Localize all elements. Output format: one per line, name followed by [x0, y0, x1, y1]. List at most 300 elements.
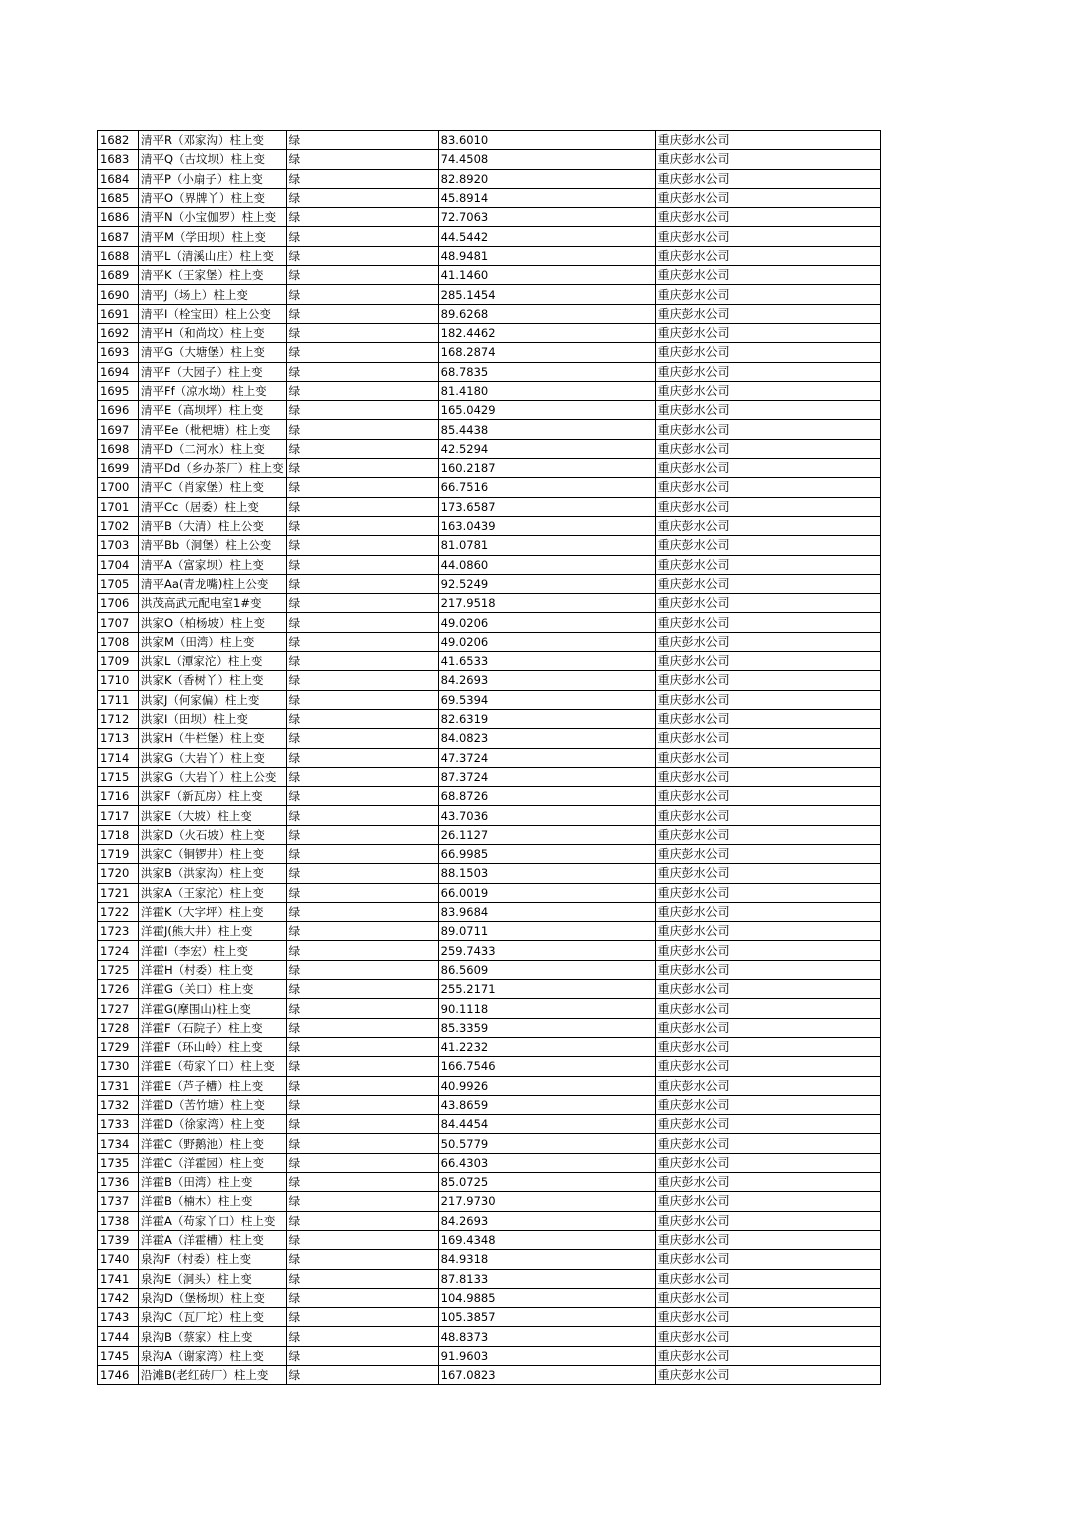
status-cell[interactable]: 绿 [286, 208, 438, 227]
station-name-cell[interactable]: 洪家C（铜锣井）柱上变 [139, 844, 287, 863]
station-name-cell[interactable]: 洪家H（牛栏堡）柱上变 [139, 729, 287, 748]
row-number-cell[interactable]: 1737 [98, 1192, 139, 1211]
status-cell[interactable]: 绿 [286, 150, 438, 169]
station-name-cell[interactable]: 洪家I（田坝）柱上变 [139, 709, 287, 728]
station-name-cell[interactable]: 洪家D（火石坡）柱上变 [139, 825, 287, 844]
value-cell[interactable]: 82.6319 [438, 709, 655, 728]
station-name-cell[interactable]: 洋霍I（李宏）柱上变 [139, 941, 287, 960]
row-number-cell[interactable]: 1707 [98, 613, 139, 632]
company-cell[interactable]: 重庆彭水公司 [655, 1115, 880, 1134]
value-cell[interactable]: 82.8920 [438, 169, 655, 188]
status-cell[interactable]: 绿 [286, 1134, 438, 1153]
row-number-cell[interactable]: 1713 [98, 729, 139, 748]
value-cell[interactable]: 66.4303 [438, 1153, 655, 1172]
company-cell[interactable]: 重庆彭水公司 [655, 902, 880, 921]
status-cell[interactable]: 绿 [286, 1153, 438, 1172]
status-cell[interactable]: 绿 [286, 787, 438, 806]
station-name-cell[interactable]: 洪家A（王家沱）柱上变 [139, 883, 287, 902]
company-cell[interactable]: 重庆彭水公司 [655, 381, 880, 400]
row-number-cell[interactable]: 1739 [98, 1230, 139, 1249]
company-cell[interactable]: 重庆彭水公司 [655, 787, 880, 806]
company-cell[interactable]: 重庆彭水公司 [655, 266, 880, 285]
company-cell[interactable]: 重庆彭水公司 [655, 1037, 880, 1056]
status-cell[interactable]: 绿 [286, 1230, 438, 1249]
row-number-cell[interactable]: 1735 [98, 1153, 139, 1172]
status-cell[interactable]: 绿 [286, 941, 438, 960]
row-number-cell[interactable]: 1715 [98, 767, 139, 786]
status-cell[interactable]: 绿 [286, 1308, 438, 1327]
status-cell[interactable]: 绿 [286, 188, 438, 207]
row-number-cell[interactable]: 1741 [98, 1269, 139, 1288]
station-name-cell[interactable]: 清平C（肖家堡）柱上变 [139, 478, 287, 497]
row-number-cell[interactable]: 1686 [98, 208, 139, 227]
value-cell[interactable]: 255.2171 [438, 980, 655, 999]
row-number-cell[interactable]: 1705 [98, 574, 139, 593]
value-cell[interactable]: 89.6268 [438, 304, 655, 323]
row-number-cell[interactable]: 1696 [98, 401, 139, 420]
station-name-cell[interactable]: 泉沟B（蔡家）柱上变 [139, 1327, 287, 1346]
status-cell[interactable]: 绿 [286, 266, 438, 285]
company-cell[interactable]: 重庆彭水公司 [655, 1327, 880, 1346]
company-cell[interactable]: 重庆彭水公司 [655, 922, 880, 941]
row-number-cell[interactable]: 1698 [98, 439, 139, 458]
company-cell[interactable]: 重庆彭水公司 [655, 1230, 880, 1249]
value-cell[interactable]: 92.5249 [438, 574, 655, 593]
station-name-cell[interactable]: 清平P（小扇子）柱上变 [139, 169, 287, 188]
row-number-cell[interactable]: 1729 [98, 1037, 139, 1056]
row-number-cell[interactable]: 1689 [98, 266, 139, 285]
status-cell[interactable]: 绿 [286, 613, 438, 632]
value-cell[interactable]: 72.7063 [438, 208, 655, 227]
value-cell[interactable]: 74.4508 [438, 150, 655, 169]
value-cell[interactable]: 43.8659 [438, 1095, 655, 1114]
company-cell[interactable]: 重庆彭水公司 [655, 1366, 880, 1385]
status-cell[interactable]: 绿 [286, 1211, 438, 1230]
row-number-cell[interactable]: 1733 [98, 1115, 139, 1134]
row-number-cell[interactable]: 1709 [98, 652, 139, 671]
status-cell[interactable]: 绿 [286, 960, 438, 979]
company-cell[interactable]: 重庆彭水公司 [655, 459, 880, 478]
station-name-cell[interactable]: 洋霍D（苦竹塘）柱上变 [139, 1095, 287, 1114]
row-number-cell[interactable]: 1690 [98, 285, 139, 304]
status-cell[interactable]: 绿 [286, 1076, 438, 1095]
row-number-cell[interactable]: 1691 [98, 304, 139, 323]
value-cell[interactable]: 84.2693 [438, 671, 655, 690]
company-cell[interactable]: 重庆彭水公司 [655, 131, 880, 150]
row-number-cell[interactable]: 1738 [98, 1211, 139, 1230]
station-name-cell[interactable]: 泉沟E（洞头）柱上变 [139, 1269, 287, 1288]
status-cell[interactable]: 绿 [286, 1115, 438, 1134]
station-name-cell[interactable]: 洪家F（新瓦房）柱上变 [139, 787, 287, 806]
row-number-cell[interactable]: 1725 [98, 960, 139, 979]
company-cell[interactable]: 重庆彭水公司 [655, 285, 880, 304]
row-number-cell[interactable]: 1730 [98, 1057, 139, 1076]
company-cell[interactable]: 重庆彭水公司 [655, 516, 880, 535]
status-cell[interactable]: 绿 [286, 497, 438, 516]
company-cell[interactable]: 重庆彭水公司 [655, 150, 880, 169]
status-cell[interactable]: 绿 [286, 1018, 438, 1037]
station-name-cell[interactable]: 洪家O（柏杨坡）柱上变 [139, 613, 287, 632]
value-cell[interactable]: 83.6010 [438, 131, 655, 150]
status-cell[interactable]: 绿 [286, 652, 438, 671]
status-cell[interactable]: 绿 [286, 1173, 438, 1192]
company-cell[interactable]: 重庆彭水公司 [655, 613, 880, 632]
company-cell[interactable]: 重庆彭水公司 [655, 1192, 880, 1211]
status-cell[interactable]: 绿 [286, 709, 438, 728]
company-cell[interactable]: 重庆彭水公司 [655, 1288, 880, 1307]
value-cell[interactable]: 87.3724 [438, 767, 655, 786]
row-number-cell[interactable]: 1721 [98, 883, 139, 902]
station-name-cell[interactable]: 清平Aa(青龙嘴)柱上公变 [139, 574, 287, 593]
status-cell[interactable]: 绿 [286, 401, 438, 420]
company-cell[interactable]: 重庆彭水公司 [655, 1250, 880, 1269]
value-cell[interactable]: 285.1454 [438, 285, 655, 304]
status-cell[interactable]: 绿 [286, 902, 438, 921]
station-name-cell[interactable]: 清平Bb（洞堡）柱上公变 [139, 536, 287, 555]
status-cell[interactable]: 绿 [286, 1327, 438, 1346]
value-cell[interactable]: 169.4348 [438, 1230, 655, 1249]
value-cell[interactable]: 47.3724 [438, 748, 655, 767]
company-cell[interactable]: 重庆彭水公司 [655, 169, 880, 188]
row-number-cell[interactable]: 1683 [98, 150, 139, 169]
status-cell[interactable]: 绿 [286, 806, 438, 825]
status-cell[interactable]: 绿 [286, 1366, 438, 1385]
status-cell[interactable]: 绿 [286, 883, 438, 902]
value-cell[interactable]: 49.0206 [438, 632, 655, 651]
value-cell[interactable]: 40.9926 [438, 1076, 655, 1095]
station-name-cell[interactable]: 清平Cc（居委）柱上变 [139, 497, 287, 516]
company-cell[interactable]: 重庆彭水公司 [655, 343, 880, 362]
row-number-cell[interactable]: 1708 [98, 632, 139, 651]
row-number-cell[interactable]: 1718 [98, 825, 139, 844]
company-cell[interactable]: 重庆彭水公司 [655, 999, 880, 1018]
row-number-cell[interactable]: 1743 [98, 1308, 139, 1327]
row-number-cell[interactable]: 1700 [98, 478, 139, 497]
company-cell[interactable]: 重庆彭水公司 [655, 439, 880, 458]
station-name-cell[interactable]: 清平J（场上）柱上变 [139, 285, 287, 304]
status-cell[interactable]: 绿 [286, 516, 438, 535]
company-cell[interactable]: 重庆彭水公司 [655, 1269, 880, 1288]
station-name-cell[interactable]: 清平E（高坝坪）柱上变 [139, 401, 287, 420]
status-cell[interactable]: 绿 [286, 131, 438, 150]
row-number-cell[interactable]: 1684 [98, 169, 139, 188]
row-number-cell[interactable]: 1704 [98, 555, 139, 574]
company-cell[interactable]: 重庆彭水公司 [655, 1018, 880, 1037]
status-cell[interactable]: 绿 [286, 748, 438, 767]
station-name-cell[interactable]: 洪家L（潭家沱）柱上变 [139, 652, 287, 671]
status-cell[interactable]: 绿 [286, 864, 438, 883]
value-cell[interactable]: 44.0860 [438, 555, 655, 574]
company-cell[interactable]: 重庆彭水公司 [655, 362, 880, 381]
company-cell[interactable]: 重庆彭水公司 [655, 980, 880, 999]
status-cell[interactable]: 绿 [286, 632, 438, 651]
station-name-cell[interactable]: 洋霍J(熊大井）柱上变 [139, 922, 287, 941]
station-name-cell[interactable]: 清平N（小宝伽罗）柱上变 [139, 208, 287, 227]
company-cell[interactable]: 重庆彭水公司 [655, 1173, 880, 1192]
value-cell[interactable]: 105.3857 [438, 1308, 655, 1327]
status-cell[interactable]: 绿 [286, 729, 438, 748]
value-cell[interactable]: 81.4180 [438, 381, 655, 400]
value-cell[interactable]: 165.0429 [438, 401, 655, 420]
company-cell[interactable]: 重庆彭水公司 [655, 246, 880, 265]
value-cell[interactable]: 88.1503 [438, 864, 655, 883]
value-cell[interactable]: 50.5779 [438, 1134, 655, 1153]
station-name-cell[interactable]: 清平D（二河水）柱上变 [139, 439, 287, 458]
status-cell[interactable]: 绿 [286, 999, 438, 1018]
value-cell[interactable]: 86.5609 [438, 960, 655, 979]
company-cell[interactable]: 重庆彭水公司 [655, 748, 880, 767]
status-cell[interactable]: 绿 [286, 381, 438, 400]
company-cell[interactable]: 重庆彭水公司 [655, 1308, 880, 1327]
value-cell[interactable]: 66.0019 [438, 883, 655, 902]
company-cell[interactable]: 重庆彭水公司 [655, 1346, 880, 1365]
value-cell[interactable]: 41.1460 [438, 266, 655, 285]
station-name-cell[interactable]: 清平O（界牌丫）柱上变 [139, 188, 287, 207]
station-name-cell[interactable]: 洋霍K（大字坪）柱上变 [139, 902, 287, 921]
value-cell[interactable]: 45.8914 [438, 188, 655, 207]
company-cell[interactable]: 重庆彭水公司 [655, 825, 880, 844]
row-number-cell[interactable]: 1692 [98, 323, 139, 342]
row-number-cell[interactable]: 1720 [98, 864, 139, 883]
company-cell[interactable]: 重庆彭水公司 [655, 304, 880, 323]
status-cell[interactable]: 绿 [286, 594, 438, 613]
value-cell[interactable]: 44.5442 [438, 227, 655, 246]
company-cell[interactable]: 重庆彭水公司 [655, 420, 880, 439]
row-number-cell[interactable]: 1693 [98, 343, 139, 362]
value-cell[interactable]: 41.6533 [438, 652, 655, 671]
row-number-cell[interactable]: 1706 [98, 594, 139, 613]
value-cell[interactable]: 87.8133 [438, 1269, 655, 1288]
station-name-cell[interactable]: 洋霍C（洋霍园）柱上变 [139, 1153, 287, 1172]
value-cell[interactable]: 84.0823 [438, 729, 655, 748]
row-number-cell[interactable]: 1716 [98, 787, 139, 806]
status-cell[interactable]: 绿 [286, 574, 438, 593]
status-cell[interactable]: 绿 [286, 420, 438, 439]
value-cell[interactable]: 26.1127 [438, 825, 655, 844]
row-number-cell[interactable]: 1701 [98, 497, 139, 516]
station-name-cell[interactable]: 泉沟F（村委）柱上变 [139, 1250, 287, 1269]
station-name-cell[interactable]: 洋霍G（关口）柱上变 [139, 980, 287, 999]
station-name-cell[interactable]: 洪家J（何家偏）柱上变 [139, 690, 287, 709]
value-cell[interactable]: 163.0439 [438, 516, 655, 535]
station-name-cell[interactable]: 清平Ff（凉水坳）柱上变 [139, 381, 287, 400]
station-name-cell[interactable]: 清平A（富家坝）柱上变 [139, 555, 287, 574]
company-cell[interactable]: 重庆彭水公司 [655, 574, 880, 593]
company-cell[interactable]: 重庆彭水公司 [655, 652, 880, 671]
company-cell[interactable]: 重庆彭水公司 [655, 594, 880, 613]
station-name-cell[interactable]: 清平Dd（乡办茶厂）柱上变 [139, 459, 287, 478]
value-cell[interactable]: 69.5394 [438, 690, 655, 709]
company-cell[interactable]: 重庆彭水公司 [655, 709, 880, 728]
station-name-cell[interactable]: 清平R（邓家沟）柱上变 [139, 131, 287, 150]
row-number-cell[interactable]: 1736 [98, 1173, 139, 1192]
status-cell[interactable]: 绿 [286, 1288, 438, 1307]
row-number-cell[interactable]: 1742 [98, 1288, 139, 1307]
status-cell[interactable]: 绿 [286, 1037, 438, 1056]
station-name-cell[interactable]: 洋霍A（洋霍槽）柱上变 [139, 1230, 287, 1249]
value-cell[interactable]: 104.9885 [438, 1288, 655, 1307]
company-cell[interactable]: 重庆彭水公司 [655, 497, 880, 516]
value-cell[interactable]: 89.0711 [438, 922, 655, 941]
value-cell[interactable]: 182.4462 [438, 323, 655, 342]
status-cell[interactable]: 绿 [286, 671, 438, 690]
station-name-cell[interactable]: 泉沟C（瓦厂坨）柱上变 [139, 1308, 287, 1327]
value-cell[interactable]: 48.9481 [438, 246, 655, 265]
station-name-cell[interactable]: 洋霍F（环山岭）柱上变 [139, 1037, 287, 1056]
row-number-cell[interactable]: 1714 [98, 748, 139, 767]
status-cell[interactable]: 绿 [286, 439, 438, 458]
company-cell[interactable]: 重庆彭水公司 [655, 401, 880, 420]
company-cell[interactable]: 重庆彭水公司 [655, 883, 880, 902]
station-name-cell[interactable]: 泉沟A（谢家湾）柱上变 [139, 1346, 287, 1365]
station-name-cell[interactable]: 清平B（大清）柱上公变 [139, 516, 287, 535]
station-name-cell[interactable]: 洋霍H（村委）柱上变 [139, 960, 287, 979]
value-cell[interactable]: 66.9985 [438, 844, 655, 863]
value-cell[interactable]: 173.6587 [438, 497, 655, 516]
row-number-cell[interactable]: 1695 [98, 381, 139, 400]
value-cell[interactable]: 166.7546 [438, 1057, 655, 1076]
value-cell[interactable]: 81.0781 [438, 536, 655, 555]
station-name-cell[interactable]: 洋霍E（苟家丫口）柱上变 [139, 1057, 287, 1076]
station-name-cell[interactable]: 洪家G（大岩丫）柱上变 [139, 748, 287, 767]
company-cell[interactable]: 重庆彭水公司 [655, 208, 880, 227]
value-cell[interactable]: 68.8726 [438, 787, 655, 806]
row-number-cell[interactable]: 1731 [98, 1076, 139, 1095]
row-number-cell[interactable]: 1745 [98, 1346, 139, 1365]
status-cell[interactable]: 绿 [286, 169, 438, 188]
row-number-cell[interactable]: 1717 [98, 806, 139, 825]
status-cell[interactable]: 绿 [286, 555, 438, 574]
value-cell[interactable]: 85.4438 [438, 420, 655, 439]
status-cell[interactable]: 绿 [286, 767, 438, 786]
company-cell[interactable]: 重庆彭水公司 [655, 188, 880, 207]
company-cell[interactable]: 重庆彭水公司 [655, 690, 880, 709]
company-cell[interactable]: 重庆彭水公司 [655, 864, 880, 883]
station-name-cell[interactable]: 清平I（栓宝田）柱上公变 [139, 304, 287, 323]
status-cell[interactable]: 绿 [286, 285, 438, 304]
station-name-cell[interactable]: 清平M（学田坝）柱上变 [139, 227, 287, 246]
status-cell[interactable]: 绿 [286, 825, 438, 844]
row-number-cell[interactable]: 1732 [98, 1095, 139, 1114]
station-name-cell[interactable]: 洋霍E（芦子槽）柱上变 [139, 1076, 287, 1095]
station-name-cell[interactable]: 清平F（大园子）柱上变 [139, 362, 287, 381]
station-name-cell[interactable]: 洋霍B（田湾）柱上变 [139, 1173, 287, 1192]
value-cell[interactable]: 167.0823 [438, 1366, 655, 1385]
company-cell[interactable]: 重庆彭水公司 [655, 671, 880, 690]
row-number-cell[interactable]: 1724 [98, 941, 139, 960]
company-cell[interactable]: 重庆彭水公司 [655, 1153, 880, 1172]
status-cell[interactable]: 绿 [286, 304, 438, 323]
status-cell[interactable]: 绿 [286, 1250, 438, 1269]
row-number-cell[interactable]: 1746 [98, 1366, 139, 1385]
status-cell[interactable]: 绿 [286, 1095, 438, 1114]
row-number-cell[interactable]: 1711 [98, 690, 139, 709]
status-cell[interactable]: 绿 [286, 536, 438, 555]
row-number-cell[interactable]: 1712 [98, 709, 139, 728]
station-name-cell[interactable]: 洋霍F（石院子）柱上变 [139, 1018, 287, 1037]
company-cell[interactable]: 重庆彭水公司 [655, 806, 880, 825]
company-cell[interactable]: 重庆彭水公司 [655, 1134, 880, 1153]
status-cell[interactable]: 绿 [286, 844, 438, 863]
station-name-cell[interactable]: 洪家E（大坡）柱上变 [139, 806, 287, 825]
row-number-cell[interactable]: 1728 [98, 1018, 139, 1037]
status-cell[interactable]: 绿 [286, 980, 438, 999]
company-cell[interactable]: 重庆彭水公司 [655, 323, 880, 342]
status-cell[interactable]: 绿 [286, 362, 438, 381]
value-cell[interactable]: 83.9684 [438, 902, 655, 921]
row-number-cell[interactable]: 1703 [98, 536, 139, 555]
company-cell[interactable]: 重庆彭水公司 [655, 536, 880, 555]
station-name-cell[interactable]: 洪家M（田湾）柱上变 [139, 632, 287, 651]
company-cell[interactable]: 重庆彭水公司 [655, 844, 880, 863]
value-cell[interactable]: 85.3359 [438, 1018, 655, 1037]
company-cell[interactable]: 重庆彭水公司 [655, 1211, 880, 1230]
row-number-cell[interactable]: 1726 [98, 980, 139, 999]
company-cell[interactable]: 重庆彭水公司 [655, 1095, 880, 1114]
status-cell[interactable]: 绿 [286, 246, 438, 265]
station-name-cell[interactable]: 清平Ee（枇杷塘）柱上变 [139, 420, 287, 439]
station-name-cell[interactable]: 沿滩B(老红砖厂）柱上变 [139, 1366, 287, 1385]
company-cell[interactable]: 重庆彭水公司 [655, 632, 880, 651]
station-name-cell[interactable]: 泉沟D（堡杨坝）柱上变 [139, 1288, 287, 1307]
row-number-cell[interactable]: 1687 [98, 227, 139, 246]
value-cell[interactable]: 217.9518 [438, 594, 655, 613]
row-number-cell[interactable]: 1702 [98, 516, 139, 535]
row-number-cell[interactable]: 1722 [98, 902, 139, 921]
company-cell[interactable]: 重庆彭水公司 [655, 227, 880, 246]
row-number-cell[interactable]: 1723 [98, 922, 139, 941]
row-number-cell[interactable]: 1734 [98, 1134, 139, 1153]
station-name-cell[interactable]: 洋霍D（徐家湾）柱上变 [139, 1115, 287, 1134]
value-cell[interactable]: 84.4454 [438, 1115, 655, 1134]
status-cell[interactable]: 绿 [286, 690, 438, 709]
company-cell[interactable]: 重庆彭水公司 [655, 478, 880, 497]
row-number-cell[interactable]: 1697 [98, 420, 139, 439]
row-number-cell[interactable]: 1744 [98, 1327, 139, 1346]
station-name-cell[interactable]: 洪家G（大岩丫）柱上公变 [139, 767, 287, 786]
station-name-cell[interactable]: 清平H（和尚坟）柱上变 [139, 323, 287, 342]
value-cell[interactable]: 66.7516 [438, 478, 655, 497]
row-number-cell[interactable]: 1682 [98, 131, 139, 150]
status-cell[interactable]: 绿 [286, 323, 438, 342]
row-number-cell[interactable]: 1699 [98, 459, 139, 478]
row-number-cell[interactable]: 1727 [98, 999, 139, 1018]
company-cell[interactable]: 重庆彭水公司 [655, 767, 880, 786]
company-cell[interactable]: 重庆彭水公司 [655, 1057, 880, 1076]
status-cell[interactable]: 绿 [286, 1269, 438, 1288]
station-name-cell[interactable]: 清平Q（古坟坝）柱上变 [139, 150, 287, 169]
row-number-cell[interactable]: 1710 [98, 671, 139, 690]
status-cell[interactable]: 绿 [286, 478, 438, 497]
status-cell[interactable]: 绿 [286, 343, 438, 362]
value-cell[interactable]: 42.5294 [438, 439, 655, 458]
value-cell[interactable]: 68.7835 [438, 362, 655, 381]
station-name-cell[interactable]: 清平G（大塘堡）柱上变 [139, 343, 287, 362]
station-name-cell[interactable]: 洪茂高武元配电室1#变 [139, 594, 287, 613]
value-cell[interactable]: 41.2232 [438, 1037, 655, 1056]
status-cell[interactable]: 绿 [286, 459, 438, 478]
status-cell[interactable]: 绿 [286, 1346, 438, 1365]
value-cell[interactable]: 91.9603 [438, 1346, 655, 1365]
value-cell[interactable]: 43.7036 [438, 806, 655, 825]
company-cell[interactable]: 重庆彭水公司 [655, 960, 880, 979]
company-cell[interactable]: 重庆彭水公司 [655, 941, 880, 960]
station-name-cell[interactable]: 洋霍B（楠木）柱上变 [139, 1192, 287, 1211]
value-cell[interactable]: 217.9730 [438, 1192, 655, 1211]
station-name-cell[interactable]: 洪家K（香树丫）柱上变 [139, 671, 287, 690]
status-cell[interactable]: 绿 [286, 1192, 438, 1211]
station-name-cell[interactable]: 洋霍A（苟家丫口）柱上变 [139, 1211, 287, 1230]
